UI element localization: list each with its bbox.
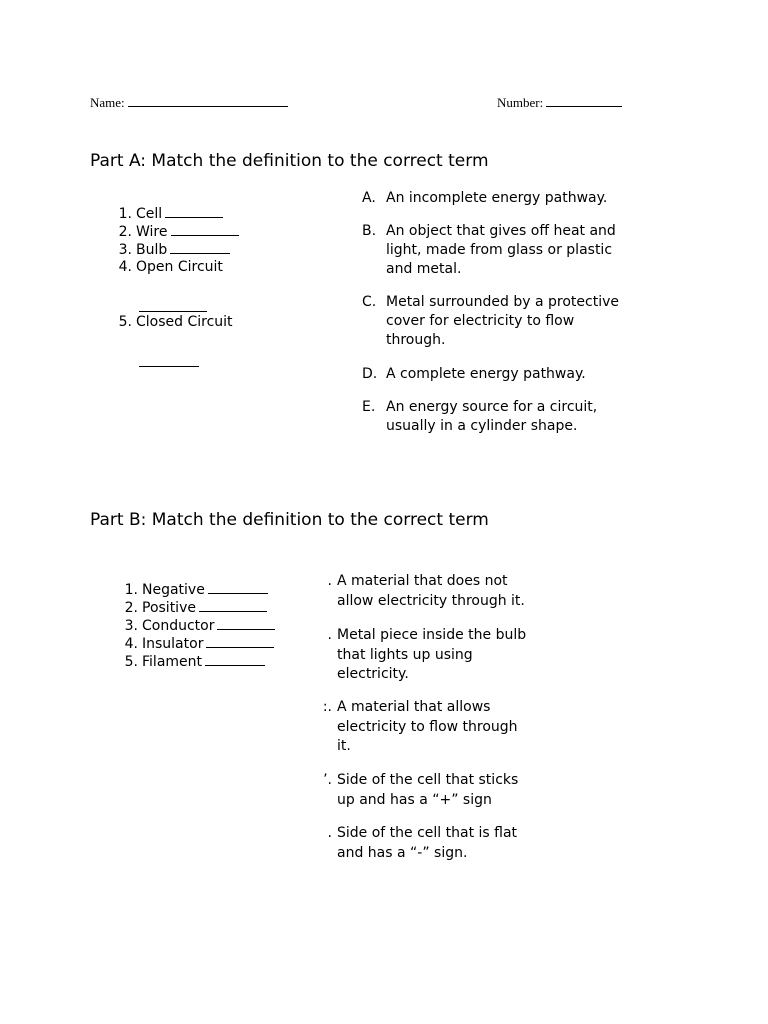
term-item: 1. Cell	[110, 204, 223, 223]
definition-text: Side of the cell that sticks up and has a “+” sign	[337, 772, 519, 808]
term-label: Cell	[136, 206, 163, 222]
term-label: Positive	[142, 600, 196, 616]
answer-blank[interactable]	[208, 580, 268, 594]
answer-blank[interactable]	[199, 598, 267, 612]
definition-item: . A material that does not allow electricity through it.	[322, 572, 537, 614]
term-item: 3. Bulb	[110, 240, 230, 259]
number-blank[interactable]	[546, 94, 622, 107]
number-field[interactable]	[497, 94, 622, 111]
definition-item: E. An energy source for a circuit, usually in a cylinder shape.	[362, 398, 632, 438]
answer-blank[interactable]	[171, 222, 239, 236]
answer-blank[interactable]	[139, 353, 199, 367]
term-item: 3. Conductor	[116, 616, 275, 635]
name-blank[interactable]	[128, 94, 288, 107]
number-label: Number:	[497, 95, 544, 110]
definition-text: An incomplete energy pathway.	[386, 190, 608, 206]
definition-item: . Metal piece inside the bulb that lights up using electricity.	[322, 626, 537, 686]
term-item: 5. Filament	[116, 652, 265, 671]
definition-item: :. A material that allows electricity to flow through it.	[322, 698, 537, 758]
definition-item: D. A complete energy pathway.	[362, 365, 632, 385]
term-item: 1. Negative	[116, 580, 268, 599]
answer-blank[interactable]	[170, 240, 230, 254]
name-field[interactable]	[90, 94, 288, 111]
definition-text: Metal surrounded by a protective cover for electricity to flow through.	[386, 294, 620, 348]
definition-item: B. An object that gives off heat and light, made from glass or plastic and metal.	[362, 222, 632, 282]
term-item: 2. Wire	[110, 222, 239, 241]
term-item: 4. Open Circuit	[118, 259, 223, 275]
answer-blank[interactable]	[206, 634, 274, 648]
definition-text: An energy source for a circuit, usually in a cylinder shape.	[386, 399, 598, 434]
answer-blank[interactable]	[217, 616, 275, 630]
term-label: Conductor	[142, 618, 215, 634]
term-item: 5. Closed Circuit	[118, 314, 233, 330]
term-item: 4. Insulator	[116, 634, 274, 653]
definition-item: . Side of the cell that is flat and has a “-” sign.	[322, 824, 537, 866]
definition-text: A complete energy pathway.	[386, 366, 586, 382]
part-a-heading: Part A: Match the definition to the correct term	[90, 151, 489, 171]
definition-item: ’. Side of the cell that sticks up and has a “+” sign	[322, 771, 537, 813]
term-label: Open Circuit	[136, 259, 223, 275]
part-b-heading: Part B: Match the definition to the correct term	[90, 510, 489, 530]
term-label: Filament	[142, 654, 203, 670]
definition-item: A. An incomplete energy pathway.	[362, 189, 632, 209]
definition-text: Metal piece inside the bulb that lights up using electricity.	[337, 627, 527, 682]
definition-text: A material that does not allow electricity through it.	[337, 573, 525, 609]
term-label: Bulb	[136, 242, 168, 258]
definition-text: Side of the cell that is flat and has a “-” sign.	[337, 825, 518, 861]
answer-blank[interactable]	[139, 298, 207, 312]
term-label: Insulator	[142, 636, 204, 652]
definition-text: An object that gives off heat and light, made from glass or plastic and metal.	[386, 223, 616, 277]
term-label: Negative	[142, 582, 205, 598]
answer-blank[interactable]	[205, 652, 265, 666]
definition-item: C. Metal surrounded by a protective cover for electricity to flow through.	[362, 293, 632, 353]
definition-text: A material that allows electricity to flow through it.	[337, 699, 518, 754]
name-label: Name:	[90, 95, 125, 110]
answer-blank[interactable]	[165, 204, 223, 218]
term-label: Closed Circuit	[136, 314, 233, 330]
term-label: Wire	[136, 224, 168, 240]
term-item: 2. Positive	[116, 598, 267, 617]
